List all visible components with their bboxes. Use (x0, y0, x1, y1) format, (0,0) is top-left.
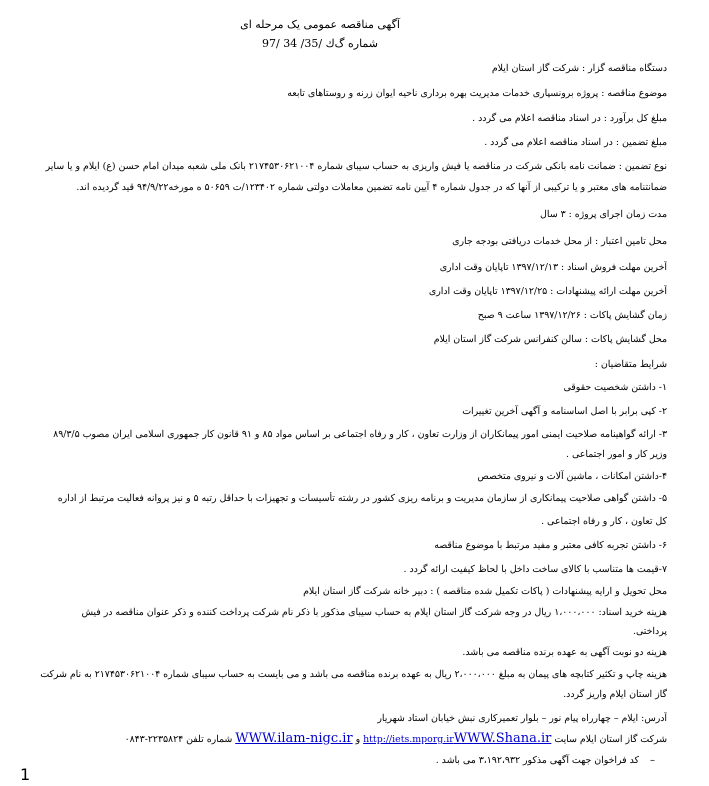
notice-line: شرایط متقاضیان : (594, 359, 667, 370)
notice-line: مدت زمان اجرای پروژه : ۳ سال (540, 209, 667, 220)
page-number: 1 (20, 765, 31, 784)
notice-line: محل گشایش پاکات : سالن کنفرانس شرکت گاز استان ایلام (433, 334, 667, 345)
notice-line: ۱- داشتن شخصیت حقوقی (563, 382, 667, 393)
notice-line: نوع تضمین : ضمانت نامه بانکی شرکت در مناقصه یا فیش واریزی به حساب سیبای شماره ۲۱۷۴۵۳۰۶۲۱۰۰۴ بانک ملی شعبه میدان امام حسن (ع) ایلام و یا سایر (45, 161, 667, 172)
notice-line: مبلغ تضمین : در اسناد مناقصه اعلام می گردد . (484, 137, 667, 148)
notice-line: ۲- کپی برابر با اصل اساسنامه و آگهی آخرین تغییرات (462, 406, 667, 417)
notice-line: دستگاه مناقصه گزار : شرکت گاز استان ایلام (491, 63, 667, 74)
notice-line: ۶- داشتن تجربه کافی معتبر و مفید مرتبط با موضوع مناقصه (434, 540, 667, 551)
notice-line: ۵- داشتن گواهی صلاحیت پیمانکاری از سازمان مدیریت و برنامه ریزی کشور در رشته تأسیسات و تجهیزات با حداقل رتبه ۵ و نیز پروانه فعالیت مرتبط از اداره (57, 493, 667, 504)
notice-line: مبلغ کل برآورد : در اسناد مناقصه اعلام می گردد . (472, 113, 667, 124)
notice-line: ۷-قیمت ها متناسب با کالای ساخت داخل با لحاظ کیفیت ارائه گردد . (403, 564, 667, 575)
notice-line: ۳- ارائه گواهینامه صلاحیت ایمنی امور پیمانکاران از وزارت تعاون ، کار و رفاه اجتماعی بر اساس مواد ۸۵ و ۹۱ قانون کار جمهوری اسلامی ایران مصوب ۸۹/۳/۵ (53, 429, 667, 440)
notice-line: زمان گشایش پاکات : ۱۳۹۷/۱۲/۲۶ ساعت ۹ صبح (477, 310, 667, 321)
notice-line: موضوع مناقصه : پروژه برونسپاری خدمات مدیریت بهره برداری ناحیه ایوان زرنه و روستاهای تابعه (287, 88, 667, 99)
list-bullet: – (650, 755, 655, 766)
notice-line: محل تامین اعتبار : از محل خدمات دریافتی بودجه جاری (452, 236, 667, 247)
notice-number: شماره گ‌ك /35/ 34 /97 (261, 37, 379, 50)
link-ilam-nigc[interactable]: WWW.ilam-nigc.ir (235, 732, 353, 746)
notice-line: آدرس: ایلام – چهارراه پیام نور – بلوار تعمیرکاری نبش خیابان استاد شهریار (377, 713, 667, 724)
notice-line: کل تعاون ، کار و رفاه اجتماعی . (541, 516, 667, 527)
notice-line: ضمانتنامه های معتبر و یا ترکیبی از آنها که در جدول شماره ۴ آیین نامه تضمین معاملات دولتی شماره ۱۲۳۴۰۲/ت ۵۰۶۵۹ ه مورخه۹۴/۹/۲۲ قید گردیده اند. (76, 182, 667, 193)
contact-prefix: شرکت گاز استان ایلام سایت (554, 734, 667, 745)
notice-line: آخرین مهلت ارائه پیشنهادات : ۱۳۹۷/۱۲/۲۵ تاپایان وقت اداری (428, 286, 667, 297)
link-iets[interactable]: http://iets.mporg.ir (363, 734, 454, 745)
notice-line: هزینه خرید اسناد: ۱،۰۰۰،۰۰۰ ریال در وجه شرکت گاز استان ایلام به حساب سیبای مذکور با ذکر نام شرکت پرداخت کننده و ذکر عنوان مناقصه در فیش (81, 607, 667, 618)
notice-line: هزینه چاپ و تکثیر کتابچه های پیمان به مبلغ ۲،۰۰۰،۰۰۰ ریال به عهده برنده مناقصه می باشد و می بایست به حساب سیبای شماره ۲۱۷۴۵۳۰۶۲۱۰۰۴ به نام شرکت (40, 669, 667, 680)
notice-line: آخرین مهلت فروش اسناد : ۱۳۹۷/۱۲/۱۳ تاپایان وقت اداری (439, 262, 667, 273)
contact-separator: و (352, 734, 361, 745)
contact-phone: شماره تلفن ۲۲۳۵۸۲۴-۰۸۴۳ (124, 734, 233, 745)
notice-line: پرداختی. (633, 626, 667, 637)
notice-line: گاز استان ایلام واریز گردد. (563, 689, 667, 700)
tender-code-line: کد فراخوان جهت آگهی مذکور ۳،۱۹۲،۹۳۲ می باشد . (435, 755, 639, 766)
notice-line: هزینه دو نوبت آگهی به عهده برنده مناقصه می باشد. (462, 647, 667, 658)
link-shana[interactable]: WWW.Shana.ir (453, 732, 552, 746)
notice-line: ۴-داشتن امکانات ، ماشین آلات و نیروی متخصص (477, 471, 667, 482)
contact-line (37, 732, 667, 746)
notice-line: وزیر کار و امور اجتماعی . (565, 449, 667, 460)
notice-title: آگهی مناقصه عمومی یک مرحله ای (240, 18, 400, 31)
notice-line: محل تحویل و ارایه پیشنهادات ( پاکات تکمیل شده مناقصه ) : دبیر خانه شرکت گاز استان ایلام (303, 586, 667, 597)
